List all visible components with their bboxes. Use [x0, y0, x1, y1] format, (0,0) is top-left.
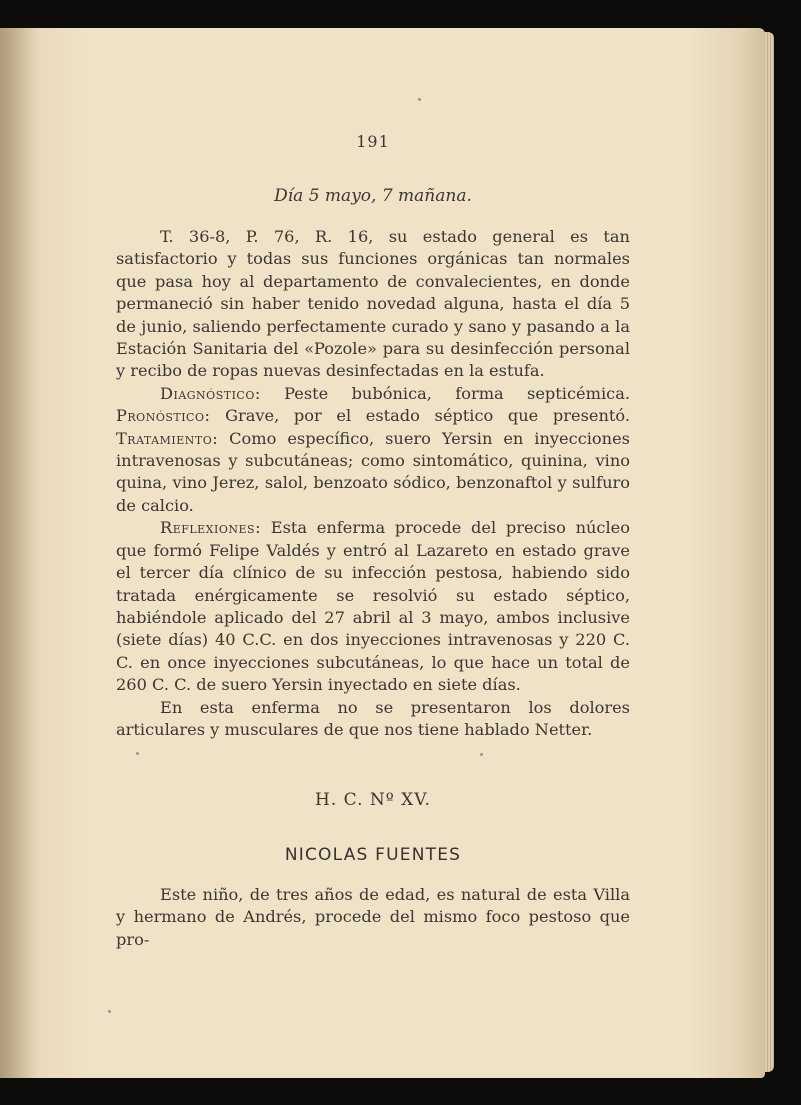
reflections-text: Esta enferma procede del preciso núcleo que formó Felipe Valdés y entró al Lazareto en estado grave el tercer día clínico de su infección pestosa, habiendo sido tratada enérgicamente se resolvió su estado séptico, habiéndole aplicado del 27 abril al 3 mayo, ambos inclusive (siete días) 40 C.C. en dos inyecciones intravenosas y 220 C. C. en once inyecciones subcutáneas, lo que hace un total de 260 C. C. de suero Yersin inyectado en siete días. [116, 518, 630, 695]
treatment-label: Tratamiento: [116, 428, 219, 448]
prognosis-label: Pronóstico: [116, 406, 211, 426]
patient-name: NICOLAS FUENTES [284, 845, 462, 865]
prognosis-text: Grave, por el estado séptico que presentó. [210, 406, 630, 426]
reflections-label: Reflexiones: [160, 518, 262, 538]
record-heading: H. C. Nº XV. [315, 790, 431, 810]
gutter-shadow [0, 28, 40, 1078]
treatment-text: Como específico, suero Yersin en inyecciones intravenosas y subcutáneas; como sintomático, quinina, vino quina, vino Jerez, salol, benzoato sódico, benzonaftol y sulfuro de calcio. [116, 428, 630, 515]
diagnosis-label: Diagnóstico: [160, 383, 261, 403]
paper-speck [418, 98, 421, 101]
diagnosis-text: Peste bubónica, forma septicémica. [260, 383, 630, 403]
paragraph-evolution: T. 36-8, P. 76, R. 16, su estado general es tan satisfactorio y todas sus funciones orgánicas tan normales que pasa hoy al departamento de convalecientes, en donde permaneció sin haber tenido novedad alguna, hasta el día 5 de junio, saliendo perfectamente curado y sano y pasando a la Estación Sanitaria del «Pozole» para su desinfección personal y recibo de ropas nuevas desinfectadas en la estufa. [116, 227, 630, 381]
paragraph-netter: En esta enferma no se presentaron los dolores articulares y musculares de que nos tiene hablado Netter. [116, 697, 630, 739]
paragraph-reflections [116, 517, 630, 696]
paper-speck [136, 752, 139, 755]
next-case-body [116, 884, 630, 951]
page-number: 191 [356, 132, 390, 151]
date-heading: Día 5 mayo, 7 mañana. [274, 186, 472, 206]
case-body [116, 226, 630, 741]
paragraph-next-case: Este niño, de tres años de edad, es natural de esta Villa y hermano de Andrés, procede del mismo foco pestoso que pro- [116, 885, 630, 949]
paragraph-diagnosis [116, 383, 630, 517]
paper-speck [480, 753, 483, 756]
paper-speck [108, 1010, 111, 1013]
